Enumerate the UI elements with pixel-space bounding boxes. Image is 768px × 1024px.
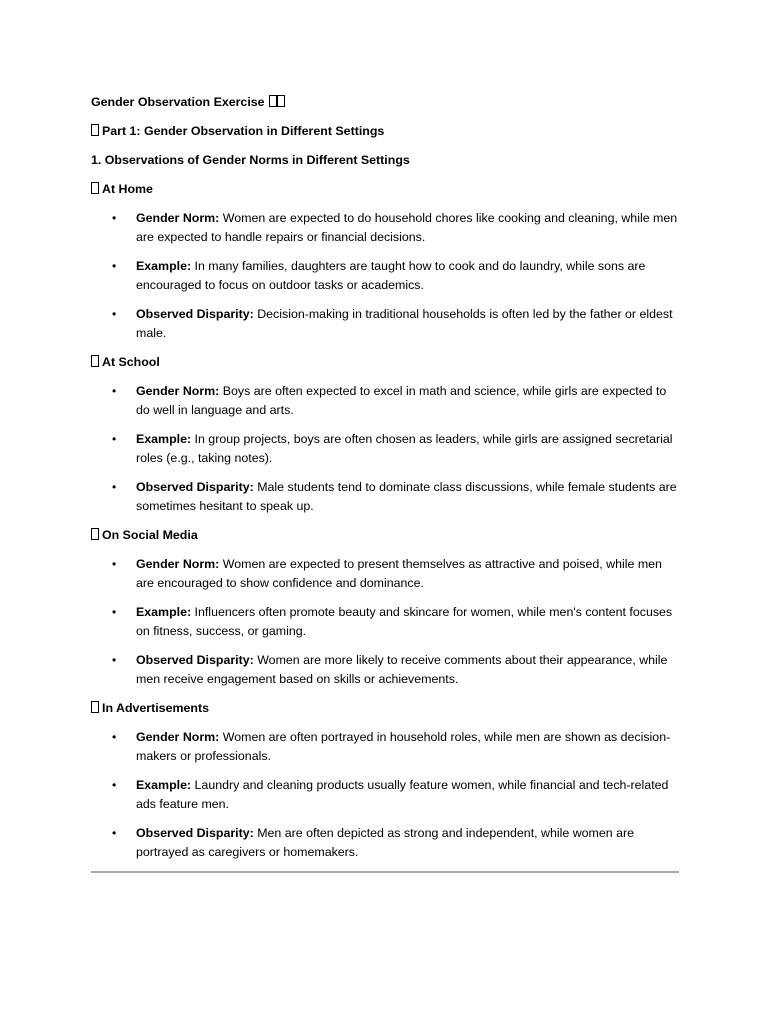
setting-heading-social-media xyxy=(91,526,679,545)
bullet-icon: • xyxy=(112,826,117,840)
bullet-icon: • xyxy=(112,605,117,619)
item-text: Boys are often expected to excel in math and science, while girls are expected to do well in language and arts. xyxy=(136,384,667,417)
item-label: Example: xyxy=(136,605,192,619)
setting-heading-text: On Social Media xyxy=(102,528,198,542)
missing-glyph-icon xyxy=(91,528,99,540)
bullet-icon: • xyxy=(112,557,117,571)
item-label: Observed Disparity: xyxy=(136,307,254,321)
list-item xyxy=(91,430,679,468)
document-body xyxy=(91,93,679,872)
item-text: Male students tend to dominate class discussions, while female students are sometimes hesitant to speak up. xyxy=(136,480,677,513)
item-text: Women are often portrayed in household roles, while men are shown as decision-makers or professionals. xyxy=(136,730,671,763)
item-label: Gender Norm: xyxy=(136,730,220,744)
setting-heading-text: In Advertisements xyxy=(102,701,209,715)
list-item xyxy=(91,555,679,593)
list-item xyxy=(91,776,679,814)
setting-heading-text: At School xyxy=(102,355,160,369)
item-text: Women are expected to present themselves as attractive and poised, while men are encouraged to show confidence and dominance. xyxy=(136,557,662,590)
setting-heading-home xyxy=(91,180,679,199)
setting-list-social-media xyxy=(91,555,679,689)
setting-heading-advertisements xyxy=(91,699,679,718)
bullet-icon: • xyxy=(112,259,117,273)
item-text: Men are often depicted as strong and independent, while women are portrayed as caregivers or homemakers. xyxy=(136,826,634,859)
bullet-icon: • xyxy=(112,384,117,398)
setting-list-school xyxy=(91,382,679,516)
setting-heading-school xyxy=(91,353,679,372)
item-label: Observed Disparity: xyxy=(136,826,254,840)
item-text: Women are more likely to receive comments about their appearance, while men receive engagement based on skills or achievements. xyxy=(136,653,668,686)
item-text: Influencers often promote beauty and skincare for women, while men's content focuses on fitness, success, or gaming. xyxy=(136,605,673,638)
missing-glyph-icon xyxy=(269,95,277,107)
item-text: In group projects, boys are often chosen as leaders, while girls are assigned secretarial roles (e.g., taking notes). xyxy=(136,432,673,465)
missing-glyph-icon xyxy=(91,124,99,136)
missing-glyph-icon xyxy=(91,355,99,367)
missing-glyph-icon xyxy=(277,95,285,107)
setting-list-home xyxy=(91,209,679,343)
item-text: Decision-making in traditional households is often led by the father or eldest male. xyxy=(136,307,673,340)
missing-glyph-icons xyxy=(269,95,285,109)
item-label: Example: xyxy=(136,432,192,446)
section-heading: 1. Observations of Gender Norms in Different Settings xyxy=(91,153,410,167)
document-title: Gender Observation Exercise xyxy=(91,95,265,109)
list-item xyxy=(91,728,679,766)
item-label: Gender Norm: xyxy=(136,384,220,398)
setting-heading-text: At Home xyxy=(102,182,153,196)
item-text: Women are expected to do household chores like cooking and cleaning, while men are expected to handle repairs or financial decisions. xyxy=(136,211,678,244)
part-heading-line xyxy=(91,122,679,141)
item-label: Observed Disparity: xyxy=(136,480,254,494)
bullet-icon: • xyxy=(112,730,117,744)
list-item xyxy=(91,209,679,247)
item-label: Observed Disparity: xyxy=(136,653,254,667)
document-title-line xyxy=(91,93,679,112)
item-label: Gender Norm: xyxy=(136,557,220,571)
bullet-icon: • xyxy=(112,432,117,446)
list-item xyxy=(91,478,679,516)
bullet-icon: • xyxy=(112,307,117,321)
horizontal-rule xyxy=(91,871,679,873)
setting-list-advertisements xyxy=(91,728,679,862)
bullet-icon: • xyxy=(112,653,117,667)
list-item xyxy=(91,824,679,862)
item-text: In many families, daughters are taught how to cook and do laundry, while sons are encouraged to focus on outdoor tasks or academics. xyxy=(136,259,646,292)
list-item xyxy=(91,651,679,689)
item-label: Gender Norm: xyxy=(136,211,220,225)
missing-glyph-icon xyxy=(91,182,99,194)
bullet-icon: • xyxy=(112,778,117,792)
list-item xyxy=(91,603,679,641)
list-item xyxy=(91,382,679,420)
bullet-icon: • xyxy=(112,480,117,494)
item-label: Example: xyxy=(136,778,192,792)
list-item xyxy=(91,305,679,343)
bullet-icon: • xyxy=(112,211,117,225)
part-heading: Part 1: Gender Observation in Different Settings xyxy=(102,124,385,138)
list-item xyxy=(91,257,679,295)
missing-glyph-icon xyxy=(91,701,99,713)
item-label: Example: xyxy=(136,259,192,273)
item-text: Laundry and cleaning products usually feature women, while financial and tech-related ads feature men. xyxy=(136,778,669,811)
